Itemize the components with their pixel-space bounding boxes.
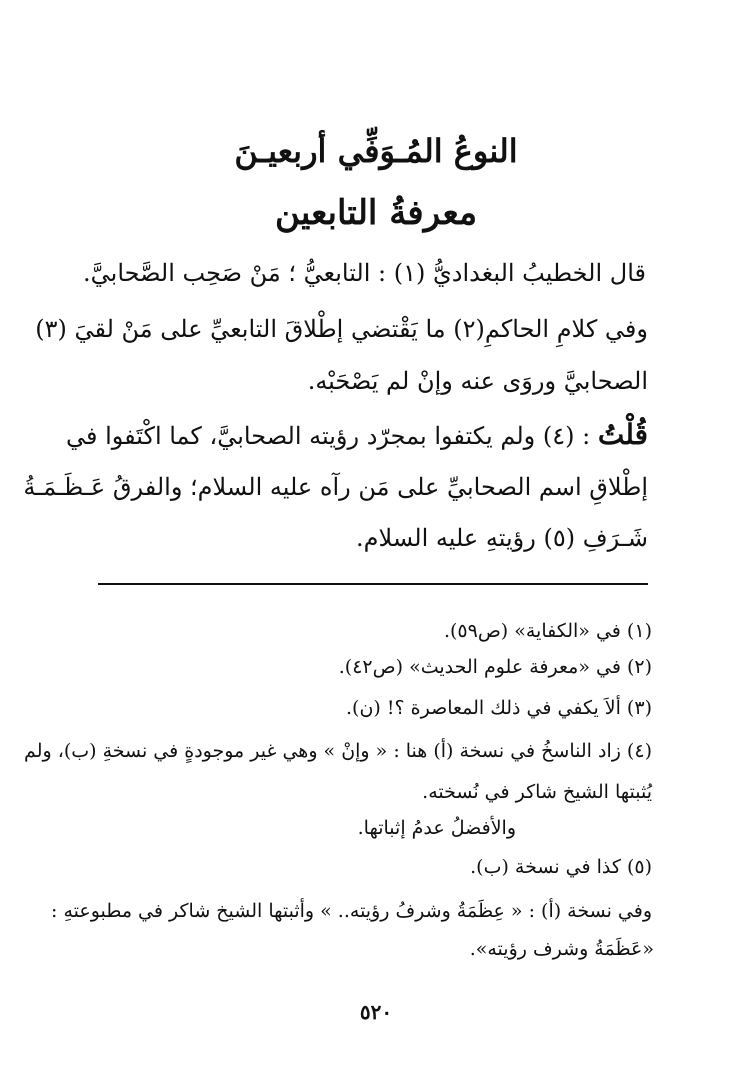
footnote-3: (٣) ألاَ يكفي في ذلك المعاصرة ؟! (ن). (346, 697, 652, 719)
footnote-2: (٢) في «معرفة علوم الحديث» (ص٤٢). (338, 656, 652, 678)
body-paragraph-1: قال الخطيبُ البغداديُّ (١) : التابعيُّ ؛ مَنْ صَحِب الصَّحابيَّ. (83, 259, 646, 287)
footnote-4-line-2: يُثبتها الشيخ شاكر في نُسخته. (422, 781, 652, 803)
footnote-1: (١) في «الكفاية» (ص٥٩). (443, 620, 652, 642)
qulta-keyword: قُلْتُ (597, 418, 648, 451)
body-paragraph-3-line-1 (65, 418, 648, 451)
body-paragraph-2-line-1: وفي كلامِ الحاكمِ(٢) ما يَقْتضي إطْلاقَ التابعيِّ على مَنْ لقيَ (٣) (35, 315, 648, 343)
footnote-separator (98, 583, 648, 585)
page-number: ٥٢٠ (359, 1000, 393, 1024)
body-paragraph-2-line-2: الصحابيَّ وروَى عنه وإنْ لم يَصْحَبْه. (307, 367, 648, 395)
footnote-5-line-3: «عَظَمَةُ وشرف رؤيته». (469, 938, 654, 960)
body-paragraph-3-line-2: إطْلاقِ اسم الصحابيِّ على مَن رآه عليه السلام؛ والفرقُ عَـظَـمَـةُ (23, 473, 648, 501)
body-paragraph-3-line-3: شَـرَفِ (٥) رؤيتهِ عليه السلام. (356, 524, 648, 552)
footnote-4-line-1: (٤) زاد الناسخُ في نسخة (أ) هنا : « وإنْ » وهي غير موجودةٍ في نسخةِ (ب)، ولم (24, 740, 652, 762)
chapter-heading: النوعُ المُـوَفِّي أربعيـنَ (234, 132, 518, 170)
topic-heading: معرفةُ التابعين (274, 193, 478, 233)
footnote-5-line-2: وفي نسخة (أ) : « عِظَمَةُ وشرفُ رؤيته.. » وأثبتها الشيخ شاكر في مطبوعتهِ : (51, 900, 652, 922)
footnote-5-line-1: (٥) كذا في نسخة (ب). (470, 856, 652, 878)
paragraph-3-text: : (٤) ولم يكتفوا بمجرّد رؤيته الصحابيَّ، كما اكْتَفوا في (65, 422, 598, 450)
footnote-4-line-3: والأفضلُ عدمُ إثباتها. (357, 817, 516, 839)
